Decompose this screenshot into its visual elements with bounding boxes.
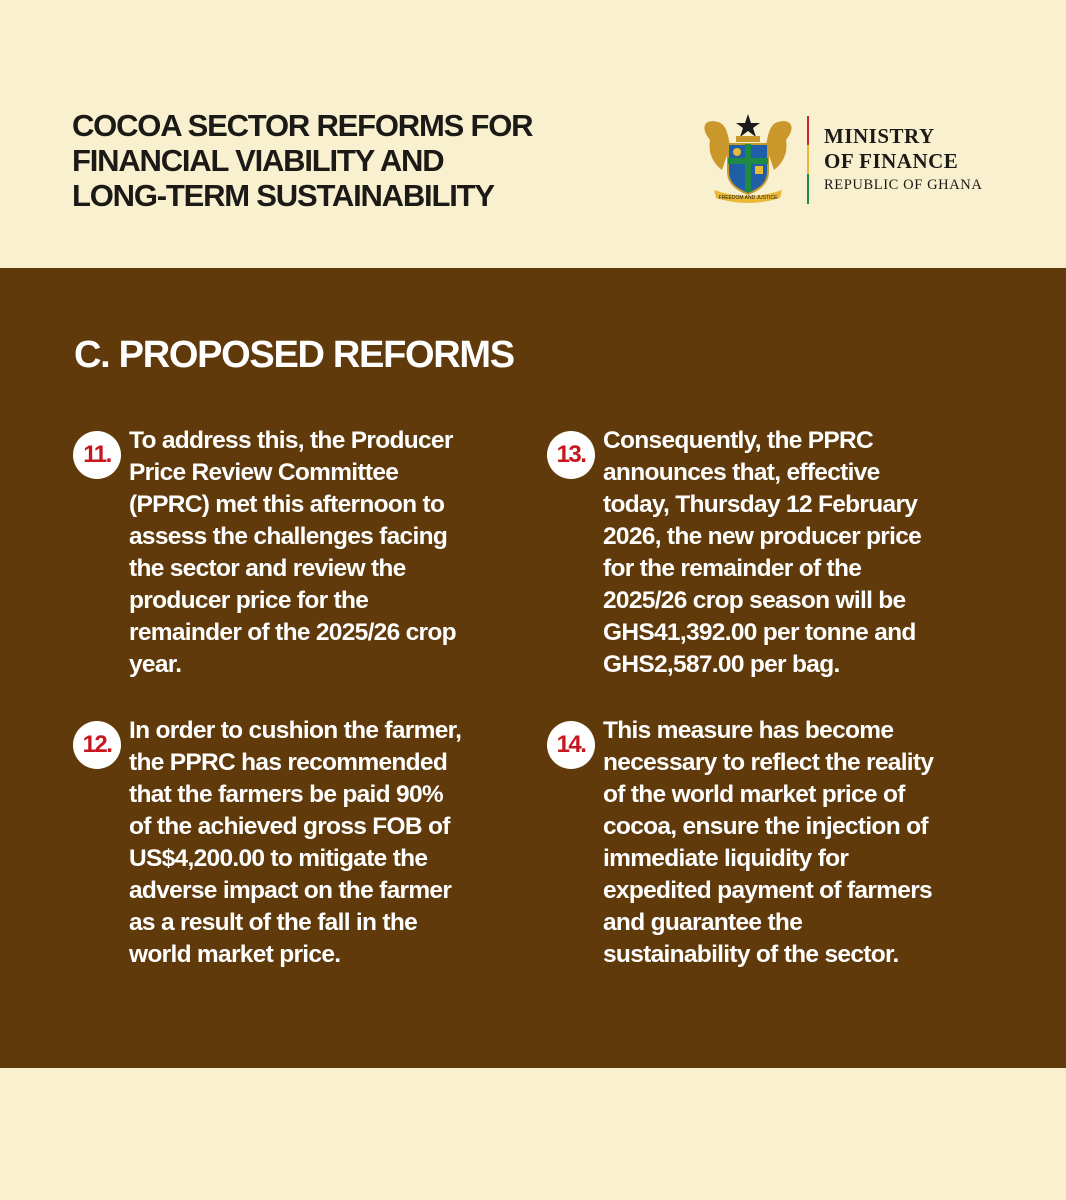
text-line: of the achieved gross FOB of: [129, 813, 450, 840]
text-line: for the remainder of the: [603, 555, 862, 582]
text-line: GHS2,587.00 per bag.: [603, 651, 840, 678]
ministry-line: OF FINANCE: [824, 149, 959, 173]
ministry-logo: [700, 110, 990, 210]
item-text: [603, 425, 921, 681]
reforms-panel: [0, 268, 1066, 1068]
text-line: today, Thursday 12 February: [603, 491, 918, 518]
title-line: LONG-TERM SUSTAINABILITY: [72, 178, 494, 213]
title-line: COCOA SECTOR REFORMS FOR: [72, 108, 533, 143]
text-line: that the farmers be paid 90%: [129, 781, 443, 808]
text-line: as a result of the fall in the: [129, 909, 418, 936]
text-line: the PPRC has recommended: [129, 749, 448, 776]
coat-of-arms-icon: [700, 110, 796, 210]
ministry-name: [824, 124, 958, 174]
item-text: [603, 715, 933, 971]
text-line: cocoa, ensure the injection of: [603, 813, 928, 840]
ministry-line: MINISTRY: [824, 124, 935, 148]
title-line: FINANCIAL VIABILITY AND: [72, 143, 444, 178]
text-line: the sector and review the: [129, 555, 406, 582]
text-line: and guarantee the: [603, 909, 803, 936]
text-line: GHS41,392.00 per tonne and: [603, 619, 916, 646]
page-title: [72, 108, 532, 213]
section-title: C. PROPOSED REFORMS: [74, 334, 514, 376]
flag-divider: [807, 116, 809, 204]
item-number-badge: 11.: [73, 431, 121, 479]
text-line: This measure has become: [603, 717, 894, 744]
text-line: announces that, effective: [603, 459, 880, 486]
text-line: In order to cushion the farmer,: [129, 717, 462, 744]
text-line: (PPRC) met this afternoon to: [129, 491, 445, 518]
text-line: necessary to reflect the reality: [603, 749, 934, 776]
text-line: Price Review Committee: [129, 459, 399, 486]
item-text: [129, 425, 456, 681]
text-line: 2025/26 crop season will be: [603, 587, 906, 614]
text-line: 2026, the new producer price: [603, 523, 922, 550]
text-line: year.: [129, 651, 182, 678]
item-number-badge: 13.: [547, 431, 595, 479]
text-line: sustainability of the sector.: [603, 941, 899, 968]
text-line: US$4,200.00 to mitigate the: [129, 845, 428, 872]
item-text: [129, 715, 461, 971]
text-line: assess the challenges facing: [129, 523, 448, 550]
text-line: Consequently, the PPRC: [603, 427, 874, 454]
text-line: adverse impact on the farmer: [129, 877, 452, 904]
item-number-badge: 12.: [73, 721, 121, 769]
text-line: world market price.: [129, 941, 341, 968]
coat-motto: FREEDOM AND JUSTICE: [718, 195, 778, 201]
text-line: remainder of the 2025/26 crop: [129, 619, 456, 646]
republic-label: REPUBLIC OF GHANA: [824, 177, 983, 193]
item-number-badge: 14.: [547, 721, 595, 769]
text-line: producer price for the: [129, 587, 369, 614]
text-line: expedited payment of farmers: [603, 877, 932, 904]
text-line: To address this, the Producer: [129, 427, 453, 454]
text-line: of the world market price of: [603, 781, 905, 808]
text-line: immediate liquidity for: [603, 845, 849, 872]
